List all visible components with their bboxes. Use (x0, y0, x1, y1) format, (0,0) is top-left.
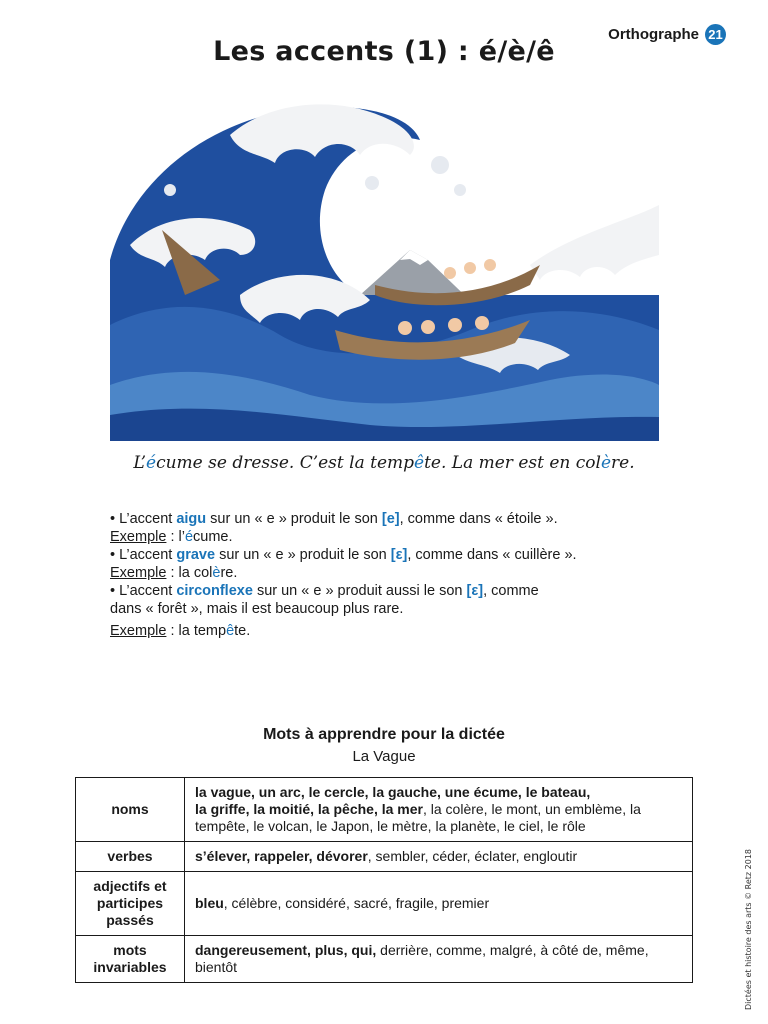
illustration-caption (0, 453, 768, 473)
rule-text: sur un « e » produit le son (206, 511, 382, 527)
rule-grave (110, 546, 670, 564)
category-cell: verbes (76, 842, 185, 872)
words-bold: dangereusement, plus, qui, (195, 942, 377, 958)
table-row (76, 842, 693, 872)
accent-name: grave (176, 547, 216, 563)
rule-text: sur un « e » produit aussi le son (252, 583, 467, 599)
table-row (76, 778, 693, 842)
phonetic-sound: [ε] (466, 583, 484, 599)
wave-illustration (110, 95, 659, 441)
table-row (76, 936, 693, 983)
section-label: Orthographe (608, 26, 699, 43)
caption-part: cume se dresse. C’est la temp (156, 453, 415, 473)
words-regular: , célèbre, considéré, sacré, fragile, premier (223, 895, 490, 911)
words-bold: la griffe, la moitié, la pêche, la mer (195, 801, 423, 817)
example-label: Exemple (110, 529, 167, 545)
example-grave (110, 564, 670, 582)
example-text: : l’ (166, 529, 185, 545)
example-aigu (110, 528, 670, 546)
words-cell (185, 842, 693, 872)
phonetic-sound: [e] (381, 511, 400, 527)
words-regular: , la colère, le mont, un emblème, la tempête, le volcan, le Japon, le mètre, la planète, le ciel, le rôle (195, 801, 641, 834)
caption-accent: ê (414, 453, 425, 473)
rule-circonflexe (110, 582, 670, 600)
example-circonflexe (110, 622, 670, 640)
example-text: : la temp (166, 623, 227, 639)
words-bold: s’élever, rappeler, dévorer (195, 848, 368, 864)
rule-text: • L’accent (110, 511, 177, 527)
words-regular: derrière, comme, malgré, à côté de, même, bientôt (195, 942, 649, 975)
rule-aigu (110, 510, 670, 528)
words-title: Mots à apprendre pour la dictée (263, 726, 505, 743)
category-cell: adjectifs et participes passés (76, 872, 185, 936)
words-bold: bleu (195, 895, 224, 911)
words-regular: , sembler, céder, éclater, engloutir (367, 848, 578, 864)
example-text: te. (234, 623, 251, 639)
rule-text: • L’accent (110, 547, 177, 563)
page-title: Les accents (1) : é/è/ê (213, 36, 555, 67)
example-accent: è (212, 565, 221, 581)
accent-name: aigu (176, 511, 207, 527)
words-subtitle: La Vague (352, 748, 416, 765)
example-text: : la col (166, 565, 213, 581)
example-accent: é (184, 529, 194, 545)
words-cell (185, 872, 693, 936)
example-text: re. (220, 565, 238, 581)
words-bold: la vague, un arc, le cercle, la gauche, une écume, le bateau, (195, 784, 591, 800)
caption-part: re. (611, 453, 635, 473)
caption-accent: é (146, 453, 157, 473)
category-cell: noms (76, 778, 185, 842)
category-cell: mots invariables (76, 936, 185, 983)
rule-text: sur un « e » produit le son (215, 547, 391, 563)
caption-part: te. La mer est en col (424, 453, 601, 473)
table-row (76, 872, 693, 936)
copyright-credit: Dictées et histoire des arts © Retz 2018 (744, 848, 753, 1010)
example-accent: ê (226, 623, 235, 639)
rule-text: , comme dans « cuillère ». (407, 547, 577, 563)
accent-name: circonflexe (176, 583, 253, 599)
words-cell (185, 936, 693, 983)
caption-part: L’ (133, 453, 147, 473)
words-table (75, 777, 693, 983)
rule-text: • L’accent (110, 583, 177, 599)
example-label: Exemple (110, 565, 167, 581)
rule-circonflexe-line2: dans « forêt », mais il est beaucoup plus rare. (110, 601, 404, 617)
example-text: cume. (193, 529, 233, 545)
caption-accent: è (600, 453, 612, 473)
phonetic-sound: [ε] (390, 547, 408, 563)
section-number-badge: 21 (705, 24, 726, 45)
rule-text: , comme dans « étoile ». (399, 511, 558, 527)
rule-text: , comme (483, 583, 539, 599)
words-cell (185, 778, 693, 842)
example-label: Exemple (110, 623, 167, 639)
accent-rules (110, 510, 670, 640)
